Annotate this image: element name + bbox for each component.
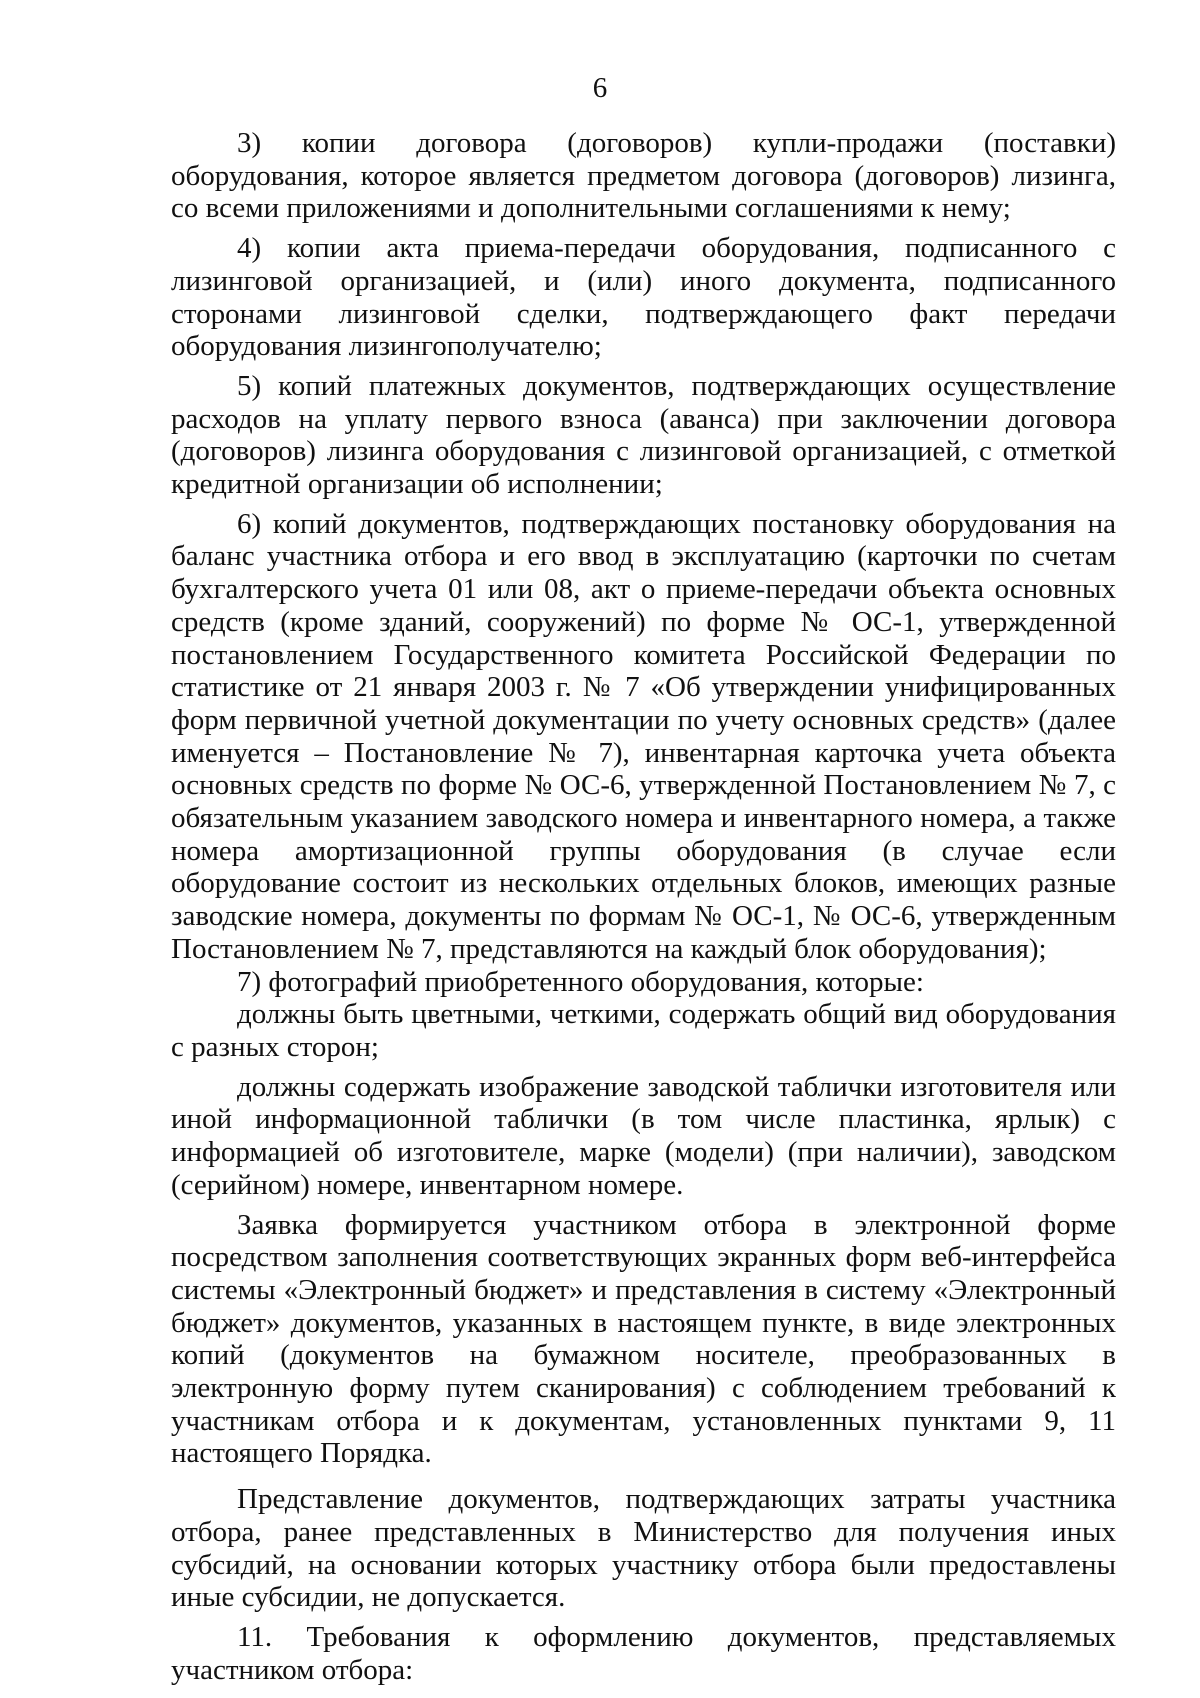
page-number: 6 xyxy=(592,72,608,104)
paragraph-application-submission: Заявка формируется участником отбора в электронной форме посредством заполнения соответствующих экранных форм веб-интерфейса системы «Электронный бюджет» и представления в систему «Электронный бюджет» документов, указанных в настоящем пункте, в виде электронных копий (документов на бумажном носителе, преобразованных в электронную форму путем сканирования) с соблюдением требований к участникам отбора и к документам, установленных пунктами 9, 11 настоящего Порядка. xyxy=(171,1208,1116,1470)
paragraph-photo-requirement-color: должны быть цветными, четкими, содержать общий вид оборудования с разных сторон; xyxy=(171,998,1116,1063)
paragraph-item-7: 7) фотографий приобретенного оборудования, которые: xyxy=(237,965,924,998)
paragraph-item-6: 6) копий документов, подтверждающих постановку оборудования на баланс участника отбора и его ввод в эксплуатацию (карточки по счетам бухгалтерского учета 01 или 08, акт о приеме-передачи объекта основных средств (кроме зданий, сооружений) по форме № ОС-1, утвержденной постановлением Государственного комитета Российской Федерации по статистике от 21 января 2003 г. № 7 «Об утверждении унифицированных форм первичной учетной документации по учету основных средств» (далее именуется – Постановление № 7), инвентарная карточка учета объекта основных средств по форме № ОС-6, утвержденной Постановлением № 7, с обязательным указанием заводского номера и инвентарного номера, а также номера амортизационной группы оборудования (в случае если оборудование состоит из нескольких отдельных блоков, имеющих разные заводские номера, документы по формам № ОС-1, № ОС-6, утвержденным Постановлением № 7, представляются на каждый блок оборудования); xyxy=(171,507,1116,965)
paragraph-item-4: 4) копии акта приема-передачи оборудования, подписанного с лизинговой организацией, и (или) иного документа, подписанного сторонами лизинговой сделки, подтверждающего факт передачи оборудования лизингополучателю; xyxy=(171,232,1116,363)
paragraph-section-11: 11. Требования к оформлению документов, представляемых участником отбора: xyxy=(171,1620,1116,1686)
paragraph-item-5: 5) копий платежных документов, подтверждающих осуществление расходов на уплату первого взноса (аванса) при заключении договора (договоров) лизинга оборудования с лизинговой организацией, с отметкой кредитной организации об исполнении; xyxy=(171,369,1116,501)
paragraph-duplicate-prohibition: Представление документов, подтверждающих затраты участника отбора, ранее представленных в Министерство для получения иных субсидий, на основании которых участнику отбора были предоставлены иные субсидии, не допускается. xyxy=(171,1483,1116,1614)
paragraph-photo-requirement-plate: должны содержать изображение заводской таблички изготовителя или иной информационной таблички (в том числе пластинка, ярлык) с информацией об изготовителе, марке (модели) (при наличии), заводском (серийном) номере, инвентарном номере. xyxy=(171,1070,1116,1201)
document-body xyxy=(171,127,1116,1686)
paragraph-item-3: 3) копии договора (договоров) купли-продажи (поставки) оборудования, которое является предметом договора (договоров) лизинга, со всеми приложениями и дополнительными соглашениями к нему; xyxy=(171,127,1116,225)
